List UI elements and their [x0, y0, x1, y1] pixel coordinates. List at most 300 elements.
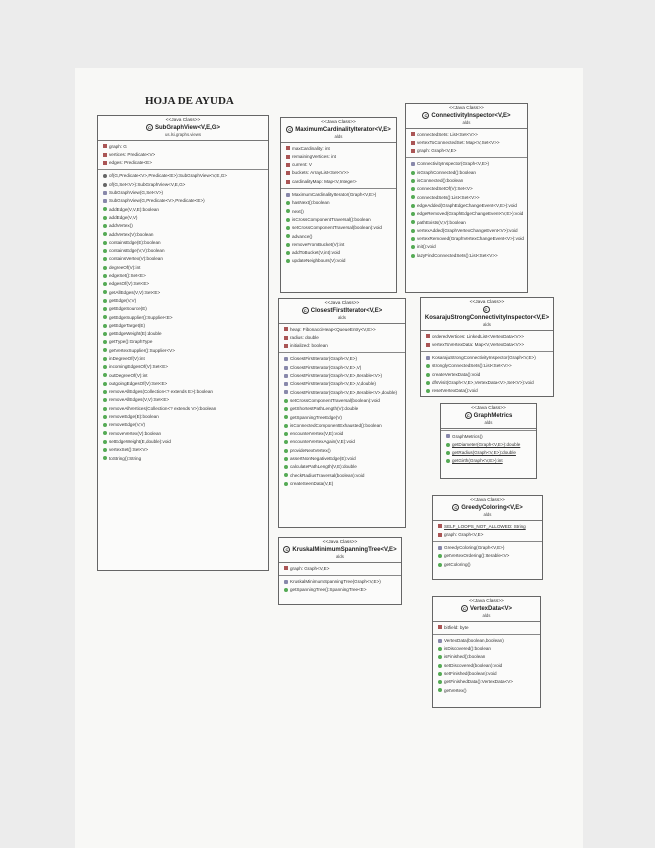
attribute-text: vertexToVertexData: Map<V,VertexData<V>> [432, 341, 525, 347]
public-method-icon [438, 563, 442, 567]
method-text: hasNext():boolean [292, 200, 330, 206]
method-text: GreedyColoring(Graph<V,E>) [444, 545, 505, 551]
method-text: getVertexSupplier():Supplier<V> [109, 347, 175, 353]
class-header [433, 597, 540, 622]
method-text: setFinished(boolean):void [444, 671, 497, 677]
method-text: addToBucket(V,int):void [292, 250, 341, 256]
attribute-text: graph: G [109, 143, 127, 149]
method-row [406, 210, 527, 218]
method-text: checkRadiusTraversal(boolean):void [290, 472, 365, 478]
method-text: getEdgeTarget(E) [109, 322, 146, 328]
public-method-icon [411, 254, 415, 258]
method-row [98, 330, 268, 338]
private-field-icon [103, 161, 107, 165]
attributes-section [279, 324, 405, 354]
method-row [421, 379, 553, 387]
public-method-icon [286, 218, 290, 222]
constructor-icon [284, 366, 288, 370]
attribute-text: cardinalityMap: Map<V,Integer> [292, 178, 357, 184]
class-box-kruskal-minimum-spanning-tree [278, 537, 402, 605]
method-row [433, 552, 542, 560]
method-row [98, 363, 268, 371]
method-row [281, 224, 396, 232]
method-text: connectedSets():List<Set<V>> [417, 194, 480, 200]
method-text: getEdgeWeight(E):double [109, 331, 162, 337]
method-text: getEdgeSource(E) [109, 306, 147, 312]
method-row [98, 280, 268, 288]
method-text: advance() [292, 233, 313, 239]
method-row [279, 364, 405, 372]
method-text: of(G,Predicate<V>,Predicate<E>):SubGraphView<V,E,G> [109, 173, 227, 179]
method-text: degreeOf(V):int [109, 264, 141, 270]
private-field-icon [411, 132, 415, 136]
method-text: MaximumCardinalityIterator(Graph<V,E>) [292, 192, 377, 198]
public-method-icon [411, 179, 415, 183]
public-method-icon [103, 241, 107, 245]
method-text: resetVertexData():void [432, 388, 478, 394]
public-method-icon [286, 234, 290, 238]
attribute-row [281, 178, 396, 186]
method-row [279, 355, 405, 363]
method-row [98, 197, 268, 205]
method-text: getGirth(Graph<V,E>):int [452, 458, 503, 464]
attribute-row [279, 565, 401, 573]
package-name: alds [484, 420, 493, 426]
method-row [98, 189, 268, 197]
method-text: vertexAdded(GraphVertexChangeEvent<V>):void [417, 227, 518, 233]
method-text: inDegreeOf(V):int [109, 356, 145, 361]
constructor-icon [286, 193, 290, 197]
public-method-icon [426, 364, 430, 368]
method-row [281, 257, 396, 265]
method-row [98, 347, 268, 355]
method-text: encounterVertexAgain(V,E):void [290, 439, 355, 445]
class-header [279, 538, 401, 563]
public-method-icon [103, 431, 107, 435]
public-method-icon [411, 171, 415, 175]
method-text: getType():GraphType [109, 339, 153, 345]
class-icon: C [283, 546, 290, 553]
private-field-icon [284, 566, 288, 570]
method-text: isFinished():boolean [444, 654, 486, 660]
public-method-icon [286, 201, 290, 205]
method-text: containsEdge(V,V):boolean [109, 248, 165, 254]
public-method-icon [103, 440, 107, 444]
method-text: incomingEdgesOf(V):Set<E> [109, 364, 168, 370]
public-method-icon [411, 187, 415, 191]
package-name: alds [462, 120, 471, 126]
class-box-kosaraju-strong-connectivity-inspector [420, 297, 554, 397]
method-text: next() [292, 208, 304, 214]
method-text: vertexSet():Set<V> [109, 447, 149, 453]
public-method-icon [103, 299, 107, 303]
class-name: C ClosestFirstIterator<V,E> [279, 307, 405, 315]
method-row [279, 447, 405, 455]
constructor-icon [446, 434, 450, 438]
method-row [281, 199, 396, 207]
public-method-icon [103, 266, 107, 270]
method-text: setCrossComponentTraversal(boolean):void [290, 397, 380, 403]
constructor-icon [284, 374, 288, 378]
public-method-icon [103, 216, 107, 220]
private-field-icon [286, 155, 290, 159]
method-row [98, 181, 268, 189]
method-text: removeAllVertices(Collection<? extends V>):boolean [109, 405, 217, 411]
class-icon: C [286, 126, 293, 133]
method-row [406, 235, 527, 243]
attribute-row [98, 159, 268, 167]
methods-section [441, 430, 536, 468]
attribute-text: bitfield: byte [444, 624, 469, 630]
method-row [98, 172, 268, 180]
class-header [98, 116, 268, 141]
attribute-text: remainingVertices: int [292, 153, 336, 159]
class-icon: C [422, 112, 429, 119]
class-box-closest-first-iterator [278, 298, 406, 528]
package-name: alds [338, 315, 346, 321]
constructor-icon [284, 390, 288, 394]
class-name: C SubGraphView<V,E,G> [98, 124, 268, 132]
private-field-icon [286, 146, 290, 150]
attribute-row [279, 326, 405, 334]
method-row [98, 413, 268, 421]
attribute-text: edges: Predicate<E> [109, 160, 152, 166]
class-name: C VertexData<V> [433, 605, 540, 613]
class-header [406, 104, 527, 129]
method-row [279, 389, 405, 397]
class-box-maximum-cardinality-iterator [280, 117, 397, 293]
class-box-vertex-data [432, 596, 541, 708]
attribute-text: heap: FibonacciHeap<QueueEntry<V,E>> [290, 326, 376, 332]
attribute-text: radius: double [290, 334, 319, 340]
public-method-icon [426, 381, 430, 385]
method-row [279, 372, 405, 380]
method-row [281, 208, 396, 216]
method-row [98, 388, 268, 396]
attribute-row [281, 145, 396, 153]
method-row [98, 255, 268, 263]
public-method-icon [103, 415, 107, 419]
class-icon: C [461, 605, 468, 612]
method-row [98, 405, 268, 413]
method-text: SubGraphView(G,Predicate<V>,Predicate<E>) [109, 198, 205, 204]
public-method-icon [103, 232, 107, 236]
public-method-icon [426, 389, 430, 393]
method-row [98, 438, 268, 446]
method-row [433, 653, 540, 661]
public-method-icon [103, 340, 107, 344]
private-field-icon [411, 141, 415, 145]
method-row [98, 455, 268, 463]
method-text: lazyFindConnectedSets():List<Set<V>> [417, 252, 498, 258]
public-method-icon [438, 664, 442, 668]
method-text: ClosestFirstIterator(Graph<V,E>,V,double) [290, 381, 376, 387]
public-method-icon [284, 432, 288, 436]
private-field-icon [286, 180, 290, 184]
class-header [279, 299, 405, 324]
public-method-icon [438, 680, 442, 684]
public-method-icon [286, 259, 290, 263]
method-text: stronglyConnectedSets():List<Set<V>> [432, 363, 512, 369]
method-text: outDegreeOf(V):int [109, 372, 148, 378]
method-text: vertexRemoved(GraphVertexChangeEvent<V>):void [417, 236, 524, 242]
method-row [279, 455, 405, 463]
private-field-icon [284, 336, 288, 340]
public-method-icon [103, 390, 107, 394]
method-text: encounterVertex(V,E):void [290, 431, 344, 437]
method-text: removeEdge(V,V) [109, 422, 146, 428]
method-text: getDiameter(Graph<V,E>):double [452, 441, 521, 447]
public-method-icon [411, 245, 415, 249]
public-method-icon [103, 407, 107, 411]
method-text: removeVertex(V):boolean [109, 430, 162, 436]
methods-section [279, 353, 405, 490]
class-header [441, 404, 536, 429]
method-text: edgeRemoved(GraphEdgeChangeEvent<V,E>):void [417, 211, 524, 217]
class-icon: C [465, 412, 472, 419]
method-row [98, 396, 268, 404]
package-name: alds [483, 322, 491, 328]
method-text: KruskalMinimumSpanningTree(Graph<V,E>) [290, 578, 381, 584]
attribute-text: buckets: ArrayList<Set<V>> [292, 170, 349, 176]
method-row [279, 472, 405, 480]
method-row [279, 463, 405, 471]
public-method-icon [446, 451, 450, 455]
class-box-greedy-coloring [432, 495, 543, 580]
public-method-icon [284, 482, 288, 486]
public-method-icon [103, 456, 107, 460]
method-row [406, 177, 527, 185]
private-field-icon [103, 144, 107, 148]
public-method-icon [284, 449, 288, 453]
public-method-icon [438, 672, 442, 676]
public-method-icon [103, 249, 107, 253]
method-row [98, 247, 268, 255]
public-method-icon [286, 243, 290, 247]
constructor-icon [103, 191, 107, 195]
public-method-icon [103, 307, 107, 311]
method-text: SubGraphView(G,Set<V>) [109, 190, 164, 196]
attribute-row [406, 147, 527, 155]
public-method-icon [103, 423, 107, 427]
public-method-icon [103, 365, 107, 369]
public-method-icon [411, 212, 415, 216]
method-text: of(G,Set<V>):SubGraphView<V,E,G> [109, 181, 186, 187]
method-text: removeAllEdges(Collection<? extends E>):boolean [109, 389, 213, 395]
method-row [406, 194, 527, 202]
attributes-section [406, 129, 527, 159]
method-text: getShortestPathLength(V):double [290, 406, 359, 412]
stereotype: <<Java Class>> [165, 118, 201, 123]
method-row [433, 670, 540, 678]
class-box-subgraphview [97, 115, 269, 571]
method-text: isGraphConnected():boolean [417, 169, 476, 175]
public-method-icon [411, 229, 415, 233]
method-text: dfsVisit(Graph<V,E>,VertexData<V>,Set<V>):void [432, 380, 534, 386]
constructor-icon [284, 580, 288, 584]
attribute-row [98, 151, 268, 159]
public-method-icon [411, 204, 415, 208]
attribute-row [279, 342, 405, 350]
methods-section [279, 576, 401, 597]
public-method-icon [103, 324, 107, 328]
class-name: C MaximumCardinalityIterator<V,E> [281, 126, 396, 134]
method-row [433, 687, 540, 695]
methods-section [281, 189, 396, 268]
stereotype: <<Java Class>> [324, 301, 360, 306]
methods-section [406, 158, 527, 262]
public-method-icon [103, 382, 107, 386]
attribute-row [421, 333, 553, 341]
attributes-section [279, 563, 401, 576]
method-row [406, 169, 527, 177]
method-text: getSpanningTreeEdge(V) [290, 414, 342, 420]
method-text: addEdge(V,V) [109, 214, 138, 220]
constructor-icon [438, 639, 442, 643]
method-row [98, 305, 268, 313]
public-method-icon [438, 655, 442, 659]
method-text: removeFromBucket(V):int [292, 241, 345, 247]
method-row [406, 185, 527, 193]
public-method-icon [103, 332, 107, 336]
method-row [406, 202, 527, 210]
method-row [98, 297, 268, 305]
public-method-icon [284, 399, 288, 403]
public-method-icon [426, 373, 430, 377]
method-row [281, 249, 396, 257]
method-text: isDiscovered():boolean [444, 646, 491, 652]
method-row [98, 446, 268, 454]
private-field-icon [426, 343, 430, 347]
method-row [279, 480, 405, 488]
static-method-icon [103, 174, 107, 178]
method-text: addVertex() [109, 223, 133, 229]
methods-section [433, 542, 542, 571]
method-row [98, 355, 268, 363]
method-text: getVertexOrdering():Iterable<V> [444, 553, 510, 559]
method-row [98, 272, 268, 280]
public-method-icon [284, 424, 288, 428]
attribute-text: orderedVertices: LinkedList<VertexData<V>> [432, 333, 524, 339]
method-row [433, 561, 542, 569]
method-row [98, 264, 268, 272]
method-row [441, 433, 536, 441]
attribute-text: SELF_LOOPS_NOT_ALLOWED: String [444, 523, 526, 529]
method-row [433, 544, 542, 552]
attribute-text: current: V [292, 162, 312, 168]
method-text: getRadius(Graph<V,E>):double [452, 450, 516, 456]
public-method-icon [103, 224, 107, 228]
public-method-icon [438, 688, 442, 692]
method-text: edgeAdded(GraphEdgeChangeEvent<V,E>):void [417, 202, 517, 208]
method-row [421, 387, 553, 395]
method-row [279, 422, 405, 430]
method-row [421, 362, 553, 370]
method-row [98, 372, 268, 380]
method-text: addVertex(V):boolean [109, 231, 154, 237]
public-method-icon [103, 282, 107, 286]
private-field-icon [411, 149, 415, 153]
class-name: C GreedyColoring<V,E> [433, 504, 542, 512]
method-row [281, 191, 396, 199]
private-field-icon [438, 524, 442, 528]
public-method-icon [284, 415, 288, 419]
attribute-row [433, 624, 540, 632]
private-field-icon [426, 334, 430, 338]
method-row [433, 678, 540, 686]
public-method-icon [103, 348, 107, 352]
public-method-icon [103, 448, 107, 452]
attribute-text: graph: Graph<V,E> [290, 565, 330, 571]
method-text: containsEdge(E):boolean [109, 239, 161, 245]
method-text: removeEdge(E):boolean [109, 414, 159, 420]
attributes-section [421, 331, 553, 353]
method-text: removeAllEdges(V,V):Set<E> [109, 397, 170, 403]
method-text: createSeenData(V,E) [290, 480, 334, 486]
class-icon: C [146, 124, 153, 131]
method-row [281, 233, 396, 241]
public-method-icon [284, 457, 288, 461]
method-row [279, 414, 405, 422]
method-text: ClosestFirstIterator(Graph<V,E>) [290, 356, 357, 362]
method-row [421, 354, 553, 362]
public-method-icon [103, 398, 107, 402]
constructor-icon [284, 357, 288, 361]
stereotype: <<Java Class>> [470, 498, 505, 503]
method-row [406, 160, 527, 168]
constructor-icon [284, 382, 288, 386]
attribute-row [433, 531, 542, 539]
attribute-row [279, 334, 405, 342]
method-text: ClosestFirstIterator(Graph<V,E>,V) [290, 364, 362, 370]
method-row [433, 637, 540, 645]
method-text: assertNonNegativeEdge(E):void [290, 456, 356, 462]
public-method-icon [411, 237, 415, 241]
attribute-row [421, 341, 553, 349]
class-icon: C [483, 306, 490, 313]
method-text: setDiscovered(boolean):void [444, 662, 503, 668]
method-row [406, 252, 527, 260]
method-row [98, 231, 268, 239]
public-method-icon [103, 207, 107, 211]
method-text: getFinishedData():VertexData<V> [444, 679, 513, 685]
public-method-icon [103, 274, 107, 278]
method-row [421, 371, 553, 379]
method-row [279, 586, 401, 594]
public-method-icon [411, 220, 415, 224]
method-row [406, 227, 527, 235]
package-name: alds [336, 554, 344, 560]
attribute-row [281, 169, 396, 177]
method-text: addEdge(V,V,E):boolean [109, 206, 159, 212]
method-row [98, 338, 268, 346]
package-name: alds [334, 134, 343, 140]
method-text: getVertex() [444, 687, 467, 693]
attribute-text: vertices: Predicate<V> [109, 151, 156, 157]
method-text: updateNeighbours(V):void [292, 258, 346, 264]
public-method-icon [284, 407, 288, 411]
public-method-icon [284, 473, 288, 477]
public-method-icon [284, 588, 288, 592]
method-row [279, 405, 405, 413]
public-method-icon [103, 357, 107, 361]
method-text: connectedSetOf(V):Set<V> [417, 186, 473, 192]
public-method-icon [286, 251, 290, 255]
method-row [98, 314, 268, 322]
public-method-icon [446, 443, 450, 447]
method-text: init():void [417, 244, 436, 250]
method-text: ConnectivityInspector(Graph<V,E>) [417, 161, 490, 167]
